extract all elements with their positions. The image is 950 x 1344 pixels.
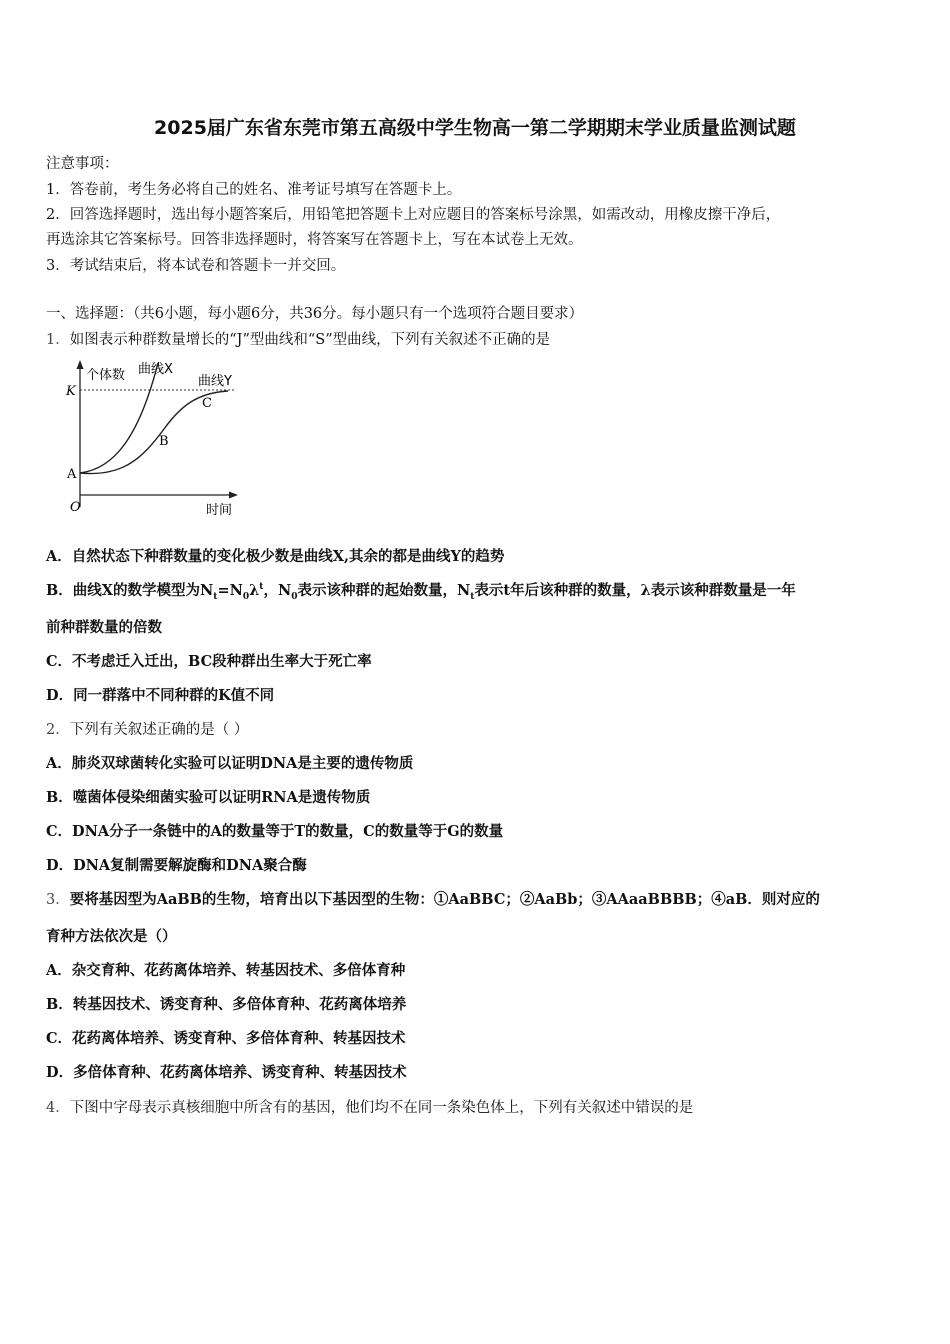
q3-option-b: B．转基因技术、诱变育种、多倍体育种、花药离体培养 xyxy=(46,996,407,1013)
question-4-stem xyxy=(46,1096,693,1117)
q3-option-d: D．多倍体育种、花药离体培养、诱变育种、转基因技术 xyxy=(46,1064,407,1081)
question-text: 如图表示种群数量增长的“J”型曲线和“S”型曲线，下列有关叙述不正确的是 xyxy=(69,332,551,348)
notes-heading: 注意事项： xyxy=(46,156,119,172)
point-c-label: C xyxy=(202,396,212,411)
question-text: 下图中字母表示真核细胞中所含有的基因，他们均不在同一条染色体上，下列有关叙述中错误的是 xyxy=(69,1100,694,1116)
q1-option-b-text: λ xyxy=(249,582,260,599)
population-growth-figure xyxy=(46,355,246,520)
x-axis-label: 时间 xyxy=(206,503,233,518)
curve-y-label: 曲线Y xyxy=(198,374,232,389)
question-number: 3． xyxy=(46,892,70,908)
q2-option-d: D．DNA复制需要解旋酶和DNA聚合酶 xyxy=(46,857,307,874)
q1-option-a: A．自然状态下种群数量的变化极少数是曲线X,其余的都是曲线Y的趋势 xyxy=(46,548,505,565)
q1-option-b-cont: 前种群数量的倍数 xyxy=(46,619,162,636)
question-3-stem-cont: 育种方法依次是（） xyxy=(46,928,177,945)
note-item-2: 2．回答选择题时，选出每小题答案后，用铅笔把答题卡上对应题目的答案标号涂黑，如需改动，用橡皮擦干净后， xyxy=(46,207,781,223)
origin-label: O xyxy=(70,500,81,515)
q1-option-d: D．同一群落中不同种群的K值不同 xyxy=(46,687,275,704)
q1-option-b-text: 表示该种群的起始数量，N xyxy=(297,582,471,599)
subscript: t xyxy=(470,591,475,602)
q3-option-c: C．花药离体培养、诱变育种、多倍体育种、转基因技术 xyxy=(46,1030,406,1047)
q1-option-b-text: B．曲线X的数学模型为N xyxy=(46,582,214,599)
question-text: 要将基因型为AaBB的生物，培育出以下基因型的生物：①AaBBC；②AaBb；③AAaaBBBB；④aB．则对应的 xyxy=(69,891,820,908)
subscript: 0 xyxy=(291,591,298,602)
point-b-label: B xyxy=(159,434,169,449)
superscript: t xyxy=(259,582,264,593)
section-heading: 一、选择题：（共6小题，每小题6分，共36分。每小题只有一个选项符合题目要求） xyxy=(46,306,584,322)
note-item-3: 3．考试结束后，将本试卷和答题卡一并交回。 xyxy=(46,258,346,274)
q1-option-b-text: ，N xyxy=(263,582,292,599)
y-axis-arrow xyxy=(77,360,84,369)
question-1-stem xyxy=(46,328,550,349)
note-item-2-cont: 再选涂其它答案标号。回答非选择题时，将答案写在答题卡上，写在本试卷上无效。 xyxy=(46,232,583,248)
curve-x-label: 曲线X xyxy=(138,362,173,377)
question-number: 1． xyxy=(46,332,70,348)
subscript: t xyxy=(213,591,218,602)
q3-option-a: A．杂交育种、花药离体培养、转基因技术、多倍体育种 xyxy=(46,962,406,979)
q2-option-b: B．噬菌体侵染细菌实验可以证明RNA是遗传物质 xyxy=(46,789,371,806)
q1-option-c: C．不考虑迁入迁出，BC段种群出生率大于死亡率 xyxy=(46,653,372,670)
q1-option-b xyxy=(46,579,796,602)
y-axis-label: 个体数 xyxy=(86,368,126,383)
note-item-1: 1．答卷前，考生务必将自己的姓名、准考证号填写在答题卡上。 xyxy=(46,182,462,198)
q1-option-b-text: =N xyxy=(217,582,243,599)
q2-option-a: A．肺炎双球菌转化实验可以证明DNA是主要的遗传物质 xyxy=(46,755,414,772)
question-text: 下列有关叙述正确的是（ ） xyxy=(69,722,249,738)
question-number: 2． xyxy=(46,722,70,738)
q2-option-c: C．DNA分子一条链中的A的数量等于T的数量，C的数量等于G的数量 xyxy=(46,823,504,840)
k-label: K xyxy=(66,384,76,399)
question-number: 4． xyxy=(46,1100,70,1116)
x-axis-arrow xyxy=(229,492,238,499)
subscript: 0 xyxy=(242,591,250,602)
question-3-stem xyxy=(46,888,820,909)
point-a-label: A xyxy=(67,467,77,482)
q1-option-b-text: 表示t年后该种群的数量，λ表示该种群数量是一年 xyxy=(474,582,796,599)
page-title: 2025届广东省东莞市第五高级中学生物高一第二学期期末学业质量监测试题 xyxy=(154,117,796,139)
question-2-stem xyxy=(46,718,248,739)
